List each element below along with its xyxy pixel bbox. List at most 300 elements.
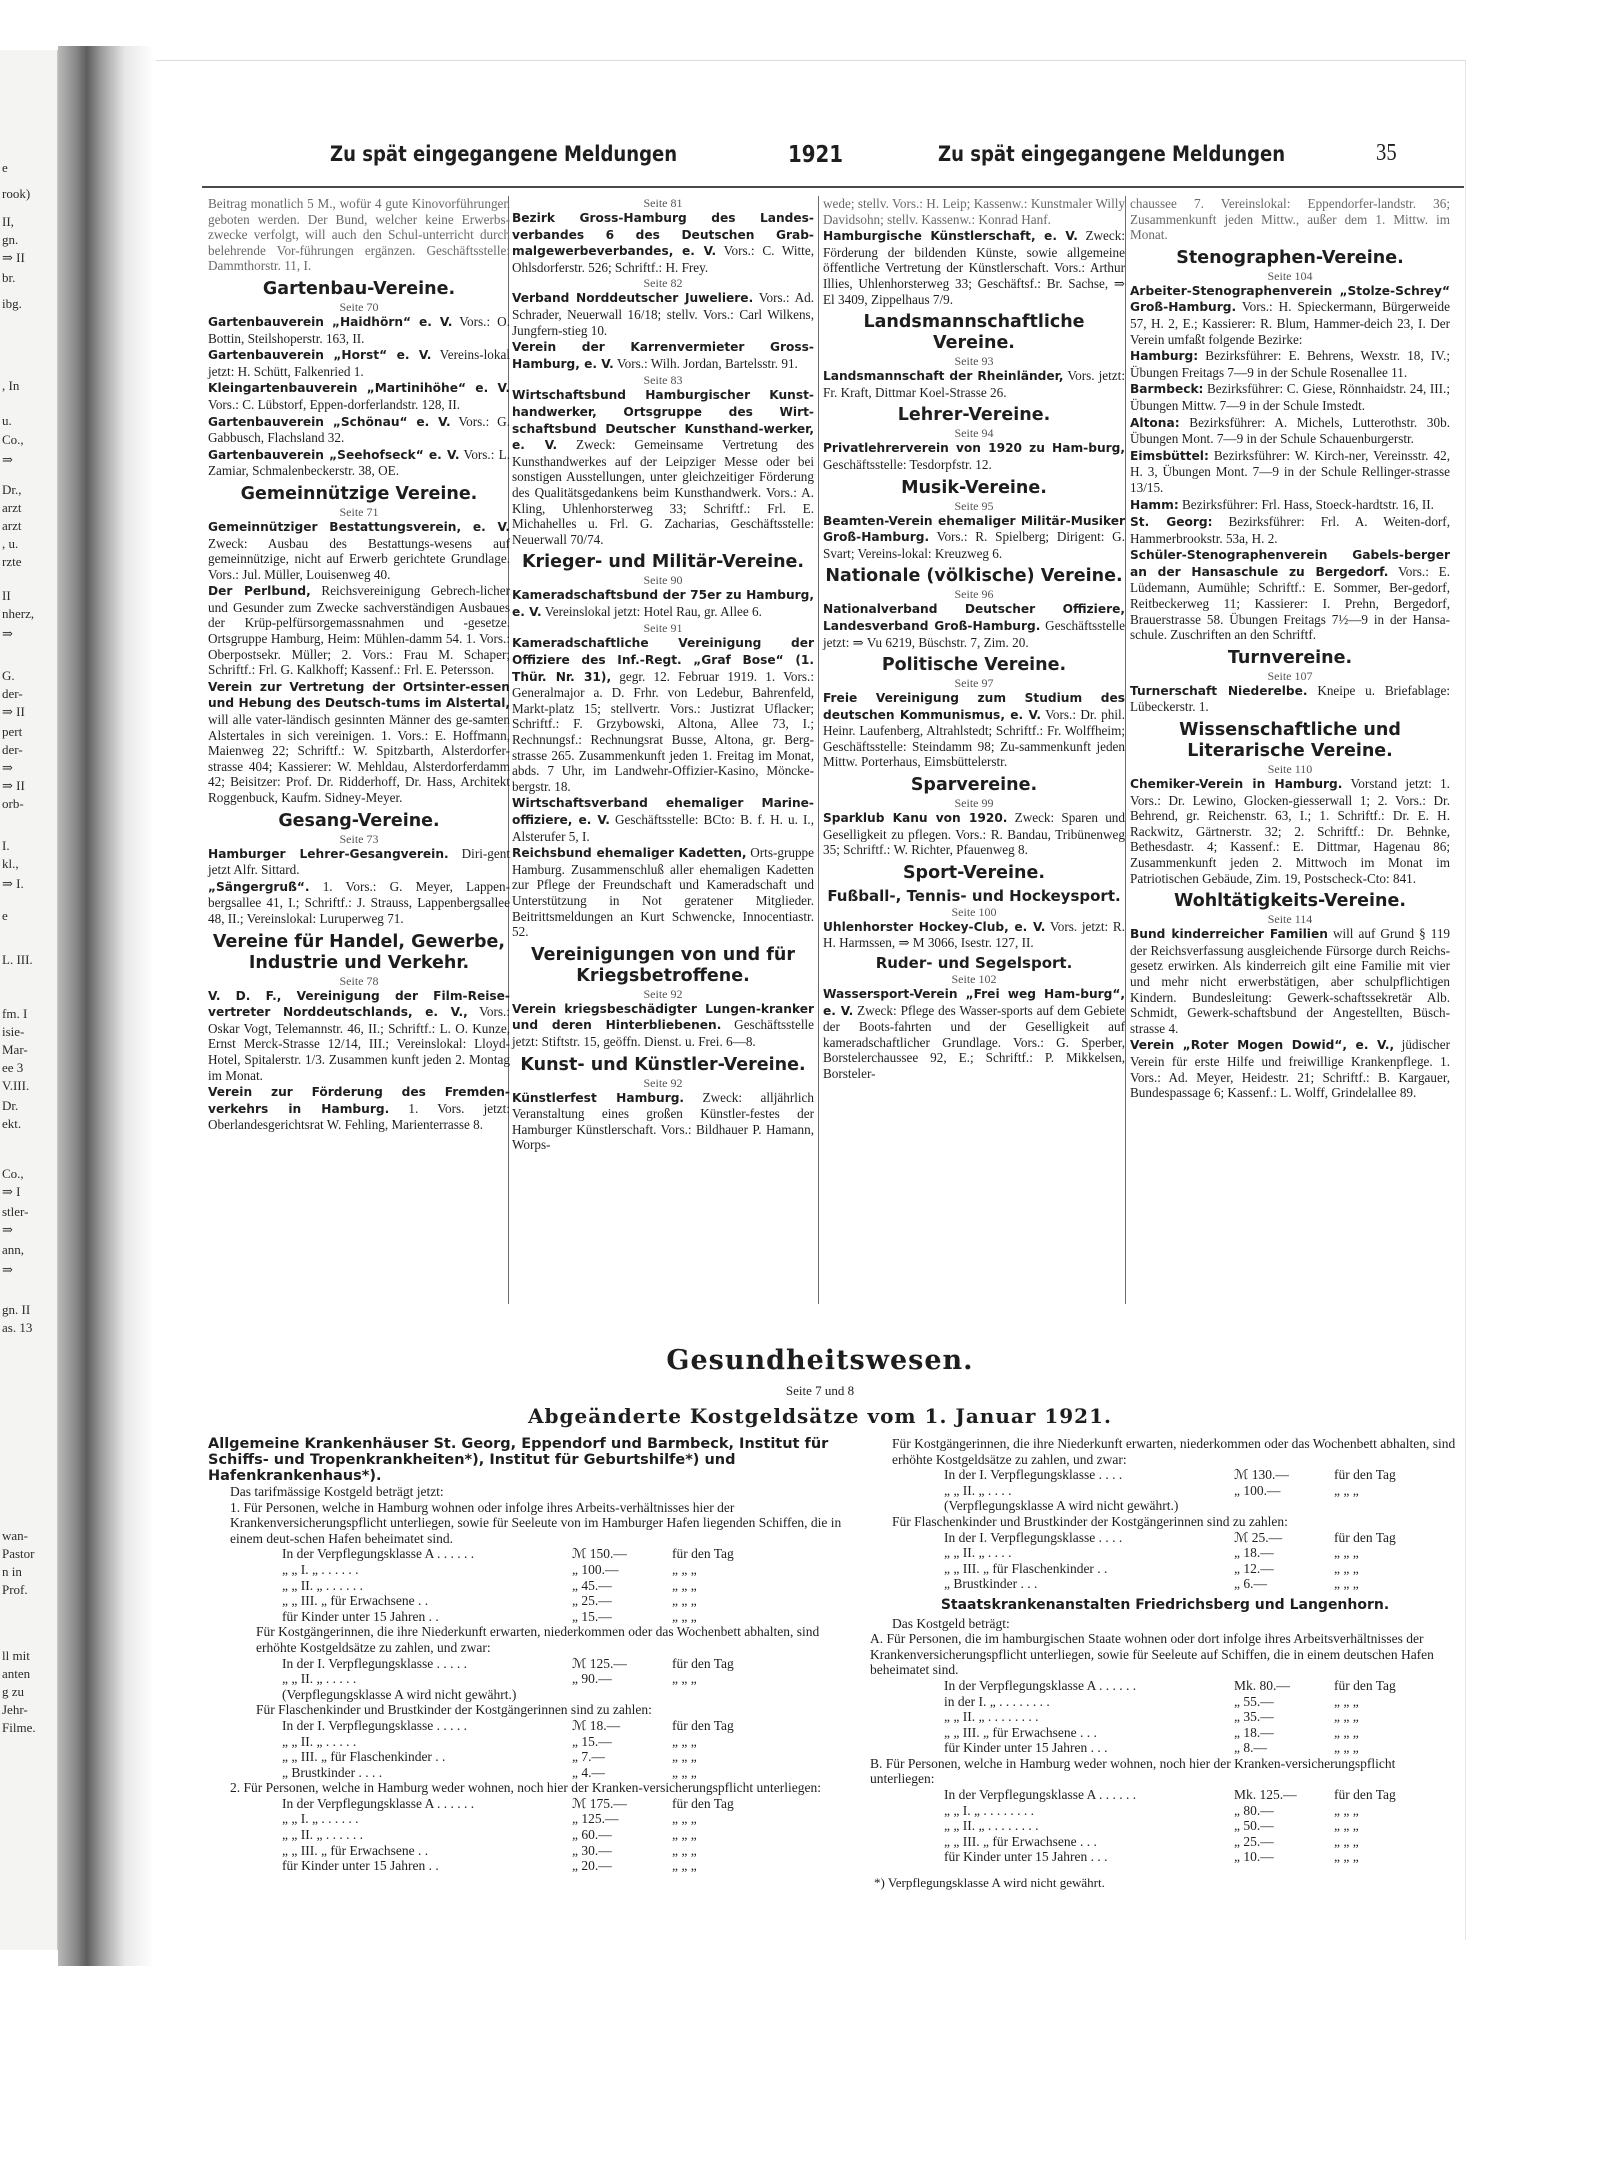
rates-paragraph: B. Für Personen, welche in Hamburg weder wohnen, noch hier der Kranken-versicherungspflicht unterliegen: bbox=[870, 1755, 1396, 1787]
previous-page-text: orb- bbox=[2, 796, 24, 811]
rate-class: (Verpflegungsklasse A wird nicht gewährt.) bbox=[282, 1686, 517, 1702]
rate-class: In der I. Verpflegungsklasse . . . . . bbox=[282, 1655, 467, 1671]
previous-page-text: rzte bbox=[2, 554, 22, 569]
club-details: Zweck: Sparen und Geselligkeit zu pflegen. Vors.: R. Bandau, Tribünenweg 35; Schriftf.: W. Richter, Pfauenweg 8. bbox=[823, 810, 1125, 858]
rate-class: „ „ II. „ . . . . . . . . bbox=[944, 1709, 1039, 1725]
rate-amount: „ 25.— bbox=[1234, 1833, 1274, 1849]
section-page-ref: Seite 73 bbox=[339, 831, 379, 846]
club-entry bbox=[823, 690, 1125, 770]
rate-amount: „ 18.— bbox=[1234, 1724, 1274, 1740]
rate-unit: für den Tag bbox=[1334, 1677, 1396, 1693]
rate-row bbox=[208, 1843, 850, 1859]
club-details: 1. Vors.: G. Meyer, Lappen-bergsallee 41, I.; Schriftf.: J. Strauss, Lappenbergsallee 48, II.; Vereinslokal: Luruperweg 71. bbox=[208, 878, 510, 926]
rate-row bbox=[870, 1694, 1460, 1710]
rate-row bbox=[870, 1818, 1460, 1834]
rate-amount: ℳ 18.— bbox=[572, 1717, 621, 1733]
rate-class: „ „ III. „ für Flaschenkinder . . bbox=[944, 1560, 1108, 1576]
club-entry bbox=[208, 846, 510, 878]
previous-page-text: G. bbox=[2, 668, 15, 683]
rate-row bbox=[208, 1811, 850, 1827]
previous-page-text: u. bbox=[2, 413, 12, 428]
previous-page-text: ee 3 bbox=[2, 1060, 24, 1075]
rate-amount: „ 15.— bbox=[572, 1608, 612, 1624]
rates-heading: Staatskrankenanstalten Friedrichsberg und Langenhorn. bbox=[940, 1596, 1390, 1613]
previous-page-text: pert bbox=[2, 724, 23, 739]
section-heading: Nationale (völkische) Vereine. bbox=[825, 566, 1123, 587]
club-name: Der Perlbund, bbox=[208, 584, 311, 599]
previous-page-text: L. III. bbox=[2, 952, 33, 967]
club-details: Zweck: alljährlich Veranstaltung eines großen Künstler-festes der Hamburger Künstlerschaft. Vors.: Bildhauer P. Hamann, Worps- bbox=[512, 1089, 814, 1153]
section-page-ref: Seite 95 bbox=[954, 498, 994, 513]
club-name: Altona: bbox=[1130, 415, 1180, 430]
club-details: Vors.: G. Gabbusch, Flachsland 32. bbox=[208, 413, 511, 446]
previous-page-text: II, bbox=[2, 214, 14, 229]
rate-row bbox=[208, 1796, 850, 1812]
rate-row bbox=[208, 1765, 850, 1781]
club-entry bbox=[208, 314, 510, 346]
running-head bbox=[200, 138, 1440, 178]
club-entry bbox=[208, 679, 510, 806]
rate-amount: „ 125.— bbox=[572, 1811, 619, 1827]
rate-row bbox=[208, 1578, 850, 1594]
rate-unit: für den Tag bbox=[672, 1717, 734, 1733]
rate-class: (Verpflegungsklasse A wird nicht gewährt.) bbox=[944, 1498, 1179, 1514]
rate-class: in der I. „ . . . . . . . . bbox=[944, 1693, 1050, 1709]
club-entry bbox=[823, 440, 1125, 472]
section-title-gesundheitswesen: Gesundheitswesen. bbox=[666, 1345, 974, 1376]
section-heading: Gemeinnützige Vereine. bbox=[240, 483, 478, 504]
previous-page-text: , u. bbox=[2, 536, 19, 551]
rate-amount: ℳ 130.— bbox=[1234, 1467, 1289, 1483]
rate-unit: „ „ „ bbox=[672, 1842, 697, 1858]
section-page-ref: Seite 102 bbox=[951, 972, 997, 987]
club-entry bbox=[512, 387, 814, 547]
rate-class: für Kinder unter 15 Jahren . . bbox=[282, 1608, 439, 1624]
rates-table bbox=[870, 1787, 1460, 1865]
section-heading: Gartenbau-Vereine. bbox=[262, 278, 456, 299]
rate-class: In der I. Verpflegungsklasse . . . . bbox=[944, 1529, 1123, 1545]
rate-amount: „ 18.— bbox=[1234, 1545, 1274, 1561]
rate-class: „ „ I. „ . . . . . . . . bbox=[944, 1802, 1034, 1818]
rate-row bbox=[208, 1593, 850, 1609]
section-heading: Lehrer-Vereine. bbox=[897, 405, 1051, 426]
club-name: Arbeiter-Stenographenverein „Stolze-Schrey“ Groß-Hamburg. bbox=[1130, 283, 1450, 315]
club-details: Bezirksführer: E. Behrens, Wexstr. 18, IV.; Übungen Freitags 7—9 in der Schule Rosenallee 11. bbox=[1130, 348, 1450, 380]
club-details: Kneipe u. Briefablage: Lübeckerstr. 1. bbox=[1130, 682, 1450, 715]
club-name: Sparklub Kanu von 1920. bbox=[823, 811, 1008, 826]
rate-unit: „ „ „ bbox=[672, 1608, 697, 1624]
rate-unit: für den Tag bbox=[672, 1546, 734, 1562]
section-heading: Kunst- und Künstler-Vereine. bbox=[520, 1054, 806, 1075]
rates-table bbox=[870, 1678, 1460, 1756]
rate-amount: „ 6.— bbox=[1234, 1576, 1267, 1592]
club-entry bbox=[823, 986, 1125, 1082]
club-details: Orts-gruppe Hamburg. Zusammenschluß aller ehemaligen Kadetten zur Pflege der Freundschaft und Kameradschaft und Unterstützung in Not geratener Mitglieder. Beitrittsmeldungen an Kurt Schwencke, Innocentiastr. 52. bbox=[512, 845, 814, 940]
club-entry bbox=[208, 1084, 510, 1133]
rate-amount: ℳ 25.— bbox=[1234, 1529, 1283, 1545]
rate-unit: für den Tag bbox=[672, 1655, 734, 1671]
previous-page-text: as. 13 bbox=[2, 1320, 33, 1335]
club-details: Geschäftsstelle jetzt: Stiftstr. 15, geöffn. Dienst. u. Frei. 6—8. bbox=[512, 1017, 815, 1049]
section-page-ref: Seite 100 bbox=[951, 904, 997, 919]
previous-page-text: e bbox=[2, 160, 8, 175]
club-name: Wirtschaftsbund Hamburgischer Kunst-handwerker, Ortsgruppe des Wirt-schaftsbund Deutscher Kunsthand-werker, e. V. bbox=[512, 388, 814, 453]
rate-unit: „ „ „ bbox=[1334, 1724, 1359, 1740]
rate-unit: „ „ „ bbox=[1334, 1545, 1359, 1561]
previous-page-text: Mar- bbox=[2, 1042, 28, 1057]
rate-class: In der I. Verpflegungsklasse . . . . bbox=[944, 1467, 1123, 1483]
running-head-left: Zu spät eingegangene Meldungen bbox=[330, 142, 678, 166]
rate-row bbox=[870, 1849, 1460, 1865]
previous-page-text: Pastor bbox=[2, 1546, 35, 1561]
previous-page-text: rook) bbox=[2, 186, 31, 201]
rates-table bbox=[208, 1656, 850, 1703]
club-details: jüdischer Verein für erste Hilfe und freiwillige Krankenpflege. 1. Vors.: Ad. Meyer, Heidestr. 21; Schriftf.: B. Kargauer, Bundespassage 6; Kassenf.: L. Wolff, Grindelallee 89. bbox=[1130, 1037, 1451, 1101]
previous-page-text: ⇒ II bbox=[2, 704, 25, 719]
rate-amount: „ 100.— bbox=[1234, 1482, 1281, 1498]
section-page-ref: Seite 70 bbox=[339, 299, 379, 314]
subsection-heading: Ruder- und Segelsport. bbox=[875, 954, 1073, 973]
rate-row bbox=[870, 1483, 1460, 1499]
rate-unit: „ „ „ bbox=[672, 1811, 697, 1827]
previous-page-text: g zu bbox=[2, 1684, 25, 1699]
club-name: Gartenbauverein „Seehofseck“ e. V. bbox=[208, 447, 460, 462]
rate-class: „ „ II. „ . . . . . bbox=[282, 1733, 357, 1749]
section-page-ref: Seite 82 bbox=[643, 276, 683, 291]
rate-class: „ „ I. „ . . . . . . bbox=[282, 1561, 359, 1577]
rate-class: „ „ II. „ . . . . . . . . bbox=[944, 1818, 1039, 1834]
section-subtitle: Abgeänderte Kostgeldsätze vom 1. Januar 1921. bbox=[528, 1404, 1112, 1428]
club-details: Vors.: O. Bottin, Steilshoperstr. 163, II. bbox=[208, 313, 510, 346]
previous-page-text: V.III. bbox=[2, 1078, 30, 1093]
previous-page-text: isie- bbox=[2, 1024, 25, 1039]
previous-page-text: ⇒ bbox=[2, 626, 13, 641]
rate-amount: „ 80.— bbox=[1234, 1802, 1274, 1818]
previous-page-text: ⇒ bbox=[2, 1262, 13, 1277]
previous-page-text: Filme. bbox=[2, 1720, 36, 1735]
rate-amount: „ 45.— bbox=[572, 1577, 612, 1593]
club-details: Zweck: Ausbau des Bestattungs-wesens auf gemeinnützige, nicht auf Erwerb gerichtete Grundlage. Vors.: Jul. Müller, Louisenweg 40. bbox=[208, 535, 510, 582]
rates-heading: Allgemeine Krankenhäuser St. Georg, Eppendorf und Barmbeck, Institut für Schiffs- und Tropenkrankheiten*), Institut für Geburtshilfe*) und Hafenkrankenhaus*). bbox=[208, 1436, 829, 1484]
club-entry bbox=[1130, 547, 1450, 643]
section-heading: Krieger- und Militär-Vereine. bbox=[521, 552, 805, 573]
club-name: Nationalverband Deutscher Offiziere, Landesverband Groß-Hamburg. bbox=[823, 602, 1125, 633]
club-name: Uhlenhorster Hockey-Club, e. V. bbox=[823, 919, 1046, 934]
section-heading: Stenographen-Vereine. bbox=[1176, 247, 1404, 268]
rate-unit: „ „ „ bbox=[1334, 1818, 1359, 1834]
club-entry bbox=[1130, 415, 1450, 447]
rate-row bbox=[870, 1545, 1460, 1561]
section-page-ref: Seite 104 bbox=[1267, 268, 1313, 283]
rate-class: für Kinder unter 15 Jahren . . . bbox=[944, 1740, 1108, 1756]
previous-page-text: arzt bbox=[2, 500, 22, 515]
rate-unit: für den Tag bbox=[1334, 1529, 1396, 1545]
rate-amount: „ 60.— bbox=[572, 1827, 612, 1843]
section-page-ref: Seite 93 bbox=[954, 354, 994, 369]
previous-page-text: ll mit bbox=[2, 1648, 30, 1663]
club-name: Beamten-Verein ehemaliger Militär-Musiker Groß-Hamburg. bbox=[823, 513, 1125, 545]
club-name: St. Georg: bbox=[1130, 515, 1213, 530]
section-page-ref: Seite 96 bbox=[954, 587, 994, 602]
club-name: Gemeinnütziger Bestattungsverein, e. V. bbox=[208, 519, 510, 534]
section-page-ref: Seite 107 bbox=[1267, 668, 1313, 683]
club-entry bbox=[512, 210, 814, 275]
club-name: Chemiker-Verein in Hamburg. bbox=[1130, 777, 1343, 792]
club-details: Diri-gent jetzt Alfr. Sittard. bbox=[208, 845, 510, 878]
rate-class: „ „ III. „ für Erwachsene . . bbox=[282, 1593, 429, 1609]
rates-left-column bbox=[208, 1436, 850, 1874]
rate-row bbox=[208, 1734, 850, 1750]
rate-class: In der Verpflegungsklasse A . . . . . . bbox=[282, 1795, 475, 1811]
club-details: gegr. 12. Februar 1919. 1. Vors.: Generalmajor a. D. Frhr. von Ledebur, Bahrenfeld, Markt-platz 15; stellvertr. Vors.: Justizrat Uflacker; Schriftf.: F. Grzybowski, Altona, Allee 73, I.; Rechnungsf.: Rechnungsrat Busse, Altona, gr. Berg-strasse 265. Zusammenkunft jeden 1. Freitag im Monat, abds. 7 Uhr, im Landwehr-Offizier-Kasino, Möncke-bergstr. 18. bbox=[512, 668, 814, 794]
section-heading: Vereine für Handel, Gewerbe, Industrie und Verkehr. bbox=[212, 931, 506, 973]
club-name: Kameradschaftsbund der 75er zu Hamburg, e. V. bbox=[512, 588, 814, 619]
column-3 bbox=[823, 196, 1125, 1083]
club-name: Privatlehrerverein von 1920 zu Ham-burg, bbox=[823, 441, 1125, 456]
continued-text: chaussee 7. Vereinslokal: Eppendorfer-landstr. 36; Zusammenkunft jeden Mittw., außer dem 1. Mittw. im Monat. bbox=[1130, 196, 1450, 243]
club-name: Kameradschaftliche Vereinigung der Offiziere des Inf.-Regt. „Graf Bose“ (1. Thür. Nr. 31), bbox=[512, 636, 814, 684]
rates-table bbox=[870, 1467, 1460, 1514]
club-name: Verein kriegsbeschädigter Lungen-kranker und deren Hinterbliebenen. bbox=[512, 1001, 814, 1033]
rate-amount: „ 50.— bbox=[1234, 1818, 1274, 1834]
club-entry bbox=[208, 583, 510, 678]
previous-page-text: ibg. bbox=[2, 296, 22, 311]
rate-class: für Kinder unter 15 Jahren . . . bbox=[944, 1849, 1108, 1865]
club-details: Vors. jetzt: R. H. Harmssen, ⇒ M 3066, Isestr. 127, II. bbox=[823, 918, 1125, 951]
club-details: Vors.: C. Witte, Ohlsdorferstr. 526; Schriftf.: H. Frey. bbox=[512, 243, 814, 275]
club-details: Bezirksführer: Frl. Hass, Stoeck-hardtstr. 16, II. bbox=[1178, 496, 1434, 512]
rate-class: In der Verpflegungsklasse A . . . . . . bbox=[944, 1787, 1137, 1803]
book-gutter bbox=[58, 46, 154, 1966]
rate-amount: „ 55.— bbox=[1234, 1693, 1274, 1709]
club-entry bbox=[1130, 514, 1450, 546]
club-details: Vors.: H. Spieckermann, Bürgerweide 57, H. 2, E.; Kassierer: R. Blum, Hammer-deich 23, I. Der Verein umfaßt folgende Bezirke: bbox=[1130, 299, 1450, 347]
club-entry bbox=[208, 447, 510, 479]
section-page-ref: Seite 92 bbox=[643, 1075, 683, 1090]
rate-class: In der Verpflegungsklasse A . . . . . . bbox=[944, 1677, 1137, 1693]
rates-paragraph: Für Kostgängerinnen, die ihre Niederkunft erwarten, niederkommen oder das Wochenbett abhalten, sind erhöhte Kostgeldsätze zu zahlen, und zwar: bbox=[892, 1436, 1456, 1467]
previous-page-text: ⇒ I bbox=[2, 1184, 21, 1199]
rates-intro: Das tarifmässige Kostgeld beträgt jetzt: bbox=[230, 1484, 444, 1499]
previous-page-text: ekt. bbox=[2, 1116, 22, 1131]
rate-row bbox=[870, 1530, 1460, 1546]
rate-row bbox=[208, 1687, 850, 1703]
previous-page-fragment bbox=[0, 50, 58, 1950]
section-heading: Sport-Vereine. bbox=[902, 862, 1046, 883]
rate-amount: „ 35.— bbox=[1234, 1709, 1274, 1725]
rate-unit: „ „ „ bbox=[672, 1671, 697, 1687]
club-name: Verband Norddeutscher Juweliere. bbox=[512, 291, 754, 306]
club-entry bbox=[1130, 348, 1450, 380]
rate-unit: „ „ „ bbox=[1334, 1576, 1359, 1592]
rate-amount: Mk. 80.— bbox=[1234, 1677, 1290, 1693]
previous-page-text: Dr. bbox=[2, 1098, 19, 1113]
subsection-heading: Fußball-, Tennis- und Hockeysport. bbox=[827, 886, 1121, 905]
previous-page-text: II bbox=[2, 588, 11, 603]
rates-paragraph: A. Für Personen, die im hamburgischen Staate wohnen oder dort infolge ihres Arbeitsverhältnisses der Krankenversicherungspflicht unterliegen, sowie für Seeleute auf Schiffen, die in einem deutschen Hafen beheimatet sind. bbox=[870, 1631, 1434, 1678]
club-name: Verein zur Vertretung der Ortsinter-essen und Hebung des Deutsch-tums im Alstertal, bbox=[208, 679, 510, 711]
rate-unit: „ „ „ bbox=[672, 1593, 697, 1609]
club-entry bbox=[823, 810, 1125, 858]
club-name: Hamburg: bbox=[1130, 349, 1199, 364]
section-page-ref: Seite 94 bbox=[954, 426, 994, 441]
previous-page-text: der- bbox=[2, 686, 23, 701]
section-heading: Politische Vereine. bbox=[881, 655, 1067, 676]
club-name: Bund kinderreicher Familien bbox=[1130, 927, 1328, 942]
rate-row bbox=[870, 1498, 1460, 1514]
rate-class: „ „ I. „ . . . . . . bbox=[282, 1811, 359, 1827]
previous-page-text: ⇒ bbox=[2, 760, 13, 775]
section-heading: Landsmannschaftliche Vereine. bbox=[863, 312, 1085, 354]
previous-page-text: I. bbox=[2, 838, 10, 853]
club-name: „Sängergruß“. bbox=[208, 879, 310, 894]
rates-table bbox=[208, 1796, 850, 1874]
section-page-ref: Seite 110 bbox=[1267, 762, 1313, 777]
club-name: V. D. F., Vereinigung der Film-Reise-vertreter Norddeutschlands, e. V., bbox=[208, 988, 510, 1020]
continued-text: wede; stellv. Vors.: H. Leip; Kassenw.: Kunstmaler Willy Davidsohn; stellv. Kassenw.: Konrad Hanf. bbox=[823, 196, 1125, 227]
club-entry bbox=[512, 635, 814, 794]
club-name: Kleingartenbauverein „Martinihöhe“ e. V. bbox=[208, 381, 510, 396]
previous-page-text: , In bbox=[2, 378, 20, 393]
rates-paragraph: Für Flaschenkinder und Brustkinder der Kostgängerinnen sind zu zahlen: bbox=[892, 1513, 1288, 1529]
rate-unit: für den Tag bbox=[672, 1795, 734, 1811]
previous-page-text: gn. bbox=[2, 232, 19, 247]
club-details: Zweck: Pflege des Wasser-sports auf dem Gebiete der Boots-fahrten und der Geselligkeit auf kameradschaftlicher Grundlage. Vors.: G. Sperber, Borstelerchaussee 92, E.; Schriftf.: P. Mikkelsen, Borsteler- bbox=[823, 1002, 1125, 1081]
club-details: Bezirksführer: Frl. A. Weiten-dorf, Hammerbrookstr. 53a, H. 2. bbox=[1130, 514, 1450, 546]
rate-class: „ „ II. „ . . . . . bbox=[282, 1671, 357, 1687]
previous-page-text: der- bbox=[2, 742, 23, 757]
club-details: Vorstand jetzt: 1. Vors.: Dr. Lewino, Glocken-giesserwall 1; 2. Vors.: Dr. Behrend, gr. Reichenstr. 63, I.; 1. Schriftf.: Dr. E. H. Rackwitz, Gärtnerstr. 32; 2. Schriftf.: Dr. Behnke, Bethesdastr. 4; Kassenf.: E. Dittmar, Hagenau 86; Zusammenkunft jeden 2. Mittwoch im Monat im Patriotischen Gebäude, Zim. 19, Postscheck-Cto: 841. bbox=[1130, 776, 1450, 886]
previous-page-text: ⇒ II bbox=[2, 778, 25, 793]
rate-amount: „ 100.— bbox=[572, 1561, 619, 1577]
club-details: Vors.: Ad. Schrader, Neuerwall 16/18; stellv. Vors.: Carl Wilkens, Jungfern-stieg 10. bbox=[512, 290, 814, 338]
club-details: Geschäftsstelle: BCto: B. f. H. u. I., Alsterufer 5, I. bbox=[512, 812, 815, 844]
club-name: Barmbeck: bbox=[1130, 382, 1204, 397]
rate-class: „ „ III. „ für Erwachsene . . bbox=[282, 1842, 429, 1858]
rates-table bbox=[870, 1530, 1460, 1592]
column-4 bbox=[1130, 196, 1450, 1102]
rate-amount: „ 7.— bbox=[572, 1749, 605, 1765]
club-details: Geschäftsstelle: Tesdorpfstr. 12. bbox=[823, 456, 992, 472]
rate-class: „ „ II. „ . . . . bbox=[944, 1482, 1012, 1498]
rate-amount: „ 12.— bbox=[1234, 1560, 1274, 1576]
club-details: will auf Grund § 119 der Reichsverfassung ausgleichende Fürsorge durch Reichs-gesetz erwirken. Als kinderreich gilt eine Familie mit vier und mehr nicht erwerbstätigen, aber schulpflichtigen Kindern. Bundesleitung: Gewerk-schaftssekretär Alb. Schmidt, Gewerk-schaftsbund der Angestellten, Büsch-strasse 4. bbox=[1130, 926, 1451, 1036]
rates-paragraph: 1. Für Personen, welche in Hamburg wohnen oder infolge ihres Arbeits-verhältnisses hier der Krankenversicherungspflicht unterliegen, sowie für Seeleute von im Hamburger Hafen liegenden Schiffen, die in einem deut-schen Hafen beheimatet sind. bbox=[230, 1499, 842, 1546]
club-name: Wirtschaftsverband ehemaliger Marine-offiziere, e. V. bbox=[512, 796, 814, 827]
section-heading: Sparvereine. bbox=[910, 775, 1038, 796]
club-entry bbox=[823, 368, 1125, 400]
rate-unit: „ „ „ bbox=[672, 1827, 697, 1843]
club-name: Reichsbund ehemaliger Kadetten, bbox=[512, 846, 747, 861]
club-name: Verein der Karrenvermieter Gross-Hamburg, e. V. bbox=[512, 340, 814, 371]
club-entry bbox=[1130, 926, 1450, 1036]
rate-unit: „ „ „ bbox=[1334, 1693, 1359, 1709]
header-rule bbox=[202, 186, 1464, 188]
club-name: Eimsbüttel: bbox=[1130, 448, 1209, 463]
rates-table bbox=[208, 1718, 850, 1780]
club-entry bbox=[512, 1090, 814, 1153]
section-page-ref: Seite 7 und 8 bbox=[785, 1383, 855, 1398]
rate-unit: „ „ „ bbox=[672, 1858, 697, 1874]
club-entry bbox=[512, 339, 814, 372]
rate-row bbox=[870, 1576, 1460, 1592]
rates-paragraph: Für Flaschenkinder und Brustkinder der Kostgängerinnen sind zu zahlen: bbox=[256, 1702, 652, 1718]
club-entry bbox=[512, 1001, 814, 1050]
rate-class: In der Verpflegungsklasse A . . . . . . bbox=[282, 1546, 475, 1562]
rates-table bbox=[208, 1546, 850, 1624]
club-details: Geschäftsstelle jetzt: ⇒ Vu 6219, Büschstr. 7, Zim. 20. bbox=[823, 617, 1126, 650]
club-entry bbox=[1130, 283, 1450, 347]
rate-unit: „ „ „ bbox=[1334, 1740, 1359, 1756]
club-details: Vors.: E. Lüdemann, Aumühle; Schriftf.: E. Sommer, Ber-gedorf, Reitbeckerweg 11; Kassierer: I. Prehn, Bergedorf, Brauerstrasse 58. Übungen Freitags 7½—9 in der Hansa-schule. Zuschriften an den Schriftf. bbox=[1130, 563, 1450, 643]
club-details: Zweck: Förderung der bildenden Künste, sowie allgemeine öffentliche Vertretung der Künstlerschaft. Vors.: Arthur Illies, Uhlenhorsterweg 33; Geschäftsf.: Br. Sachse, ⇒ El 3409, Zippelhaus 7/9. bbox=[823, 228, 1125, 307]
rate-row bbox=[870, 1678, 1460, 1694]
club-details: Vors. jetzt: Fr. Kraft, Dittmar Koel-Strasse 26. bbox=[823, 368, 1125, 400]
section-page-ref: Seite 90 bbox=[643, 573, 683, 588]
rate-amount: ℳ 150.— bbox=[572, 1546, 627, 1562]
rates-right-column bbox=[870, 1436, 1460, 1891]
rate-row bbox=[208, 1609, 850, 1625]
club-entry bbox=[1130, 448, 1450, 496]
club-name: Hamburger Lehrer-Gesangverein. bbox=[208, 846, 449, 861]
previous-page-text: ann, bbox=[2, 1242, 25, 1257]
club-entry bbox=[1130, 1037, 1450, 1100]
section-page-ref: Seite 91 bbox=[643, 621, 683, 636]
previous-page-text: Co., bbox=[2, 1166, 24, 1181]
rate-amount: „ 25.— bbox=[572, 1593, 612, 1609]
rate-class: „ „ III. „ für Flaschenkinder . . bbox=[282, 1749, 446, 1765]
previous-page-text: fm. I bbox=[2, 1006, 28, 1021]
section-page-ref: Seite 99 bbox=[954, 796, 994, 811]
section-heading: Turnvereine. bbox=[1227, 647, 1353, 668]
club-name: Gartenbauverein „Haidhörn“ e. V. bbox=[208, 314, 453, 329]
rate-unit: „ „ „ bbox=[1334, 1709, 1359, 1725]
club-entry bbox=[512, 795, 814, 844]
rate-unit: „ „ „ bbox=[672, 1749, 697, 1765]
rate-row bbox=[870, 1787, 1460, 1803]
club-details: Vors.: Dr. phil. Heinr. Laufenberg, Altrahlstedt; Schriftf.: Fr. Wolffheim; Geschäftsstelle: Steindamm 98; Zu-sammenkunft jeden Mittw. Porterhaus, Eimsbüttelerstr. bbox=[823, 706, 1125, 770]
previous-page-text: ⇒ bbox=[2, 452, 13, 467]
column-1 bbox=[208, 196, 510, 1134]
rate-class: „ „ II. „ . . . . bbox=[944, 1545, 1012, 1561]
rate-row bbox=[870, 1803, 1460, 1819]
rate-class: „ Brustkinder . . . . bbox=[282, 1764, 383, 1780]
previous-page-text: Jehr- bbox=[2, 1702, 28, 1717]
rate-amount: „ 10.— bbox=[1234, 1849, 1274, 1865]
club-name: Hamburgische Künstlerschaft, e. V. bbox=[823, 229, 1078, 244]
club-name: Verein zur Förderung des Fremden-verkehrs in Hamburg. bbox=[208, 1085, 510, 1116]
rate-amount bbox=[1234, 1498, 1334, 1514]
club-entry bbox=[208, 879, 510, 927]
rate-class: „ „ II. „ . . . . . . bbox=[282, 1827, 363, 1843]
running-head-right: Zu spät eingegangene Meldungen bbox=[938, 142, 1286, 166]
previous-page-text: ⇒ I. bbox=[2, 876, 24, 891]
rate-unit: für den Tag bbox=[1334, 1787, 1396, 1803]
previous-page-text: arzt bbox=[2, 518, 22, 533]
previous-page-text: Dr., bbox=[2, 482, 22, 497]
club-details: Vors.: R. Spielberg; Dirigent: G. Svart; Vereins-lokal: Kreuzweg 6. bbox=[823, 529, 1125, 561]
section-page-ref: Seite 81 bbox=[643, 196, 683, 210]
club-name: Wassersport-Verein „Frei weg Ham-burg“, e. V. bbox=[823, 987, 1125, 1018]
previous-page-text: gn. II bbox=[2, 1302, 31, 1317]
section-heading: Wohltätigkeits-Vereine. bbox=[1174, 891, 1406, 912]
previous-page-text: anten bbox=[2, 1666, 31, 1681]
club-details: Zweck: Gemeinsame Vertretung des Kunsthandwerkes auf der Leipziger Messe oder bei sonstigen Ausstellungen, unter gleichzeitiger Förderung des Qualitätsgedankens beim Kunsthandwerk. Vors.: A. Kling, Uhlenhorsterweg 33; Schriftf.: Frl. E. Michahelles u. Frl. G. Zacharias, Geschäftsstelle: Neuerwall 70/74. bbox=[512, 437, 814, 547]
rates-paragraph: 2. Für Personen, welche in Hamburg weder wohnen, noch hier der Kranken-versicherungspflicht unterliegen: bbox=[230, 1780, 821, 1796]
club-entry bbox=[208, 380, 510, 412]
column-2 bbox=[512, 196, 814, 1154]
rate-unit: „ „ „ bbox=[1334, 1833, 1359, 1849]
